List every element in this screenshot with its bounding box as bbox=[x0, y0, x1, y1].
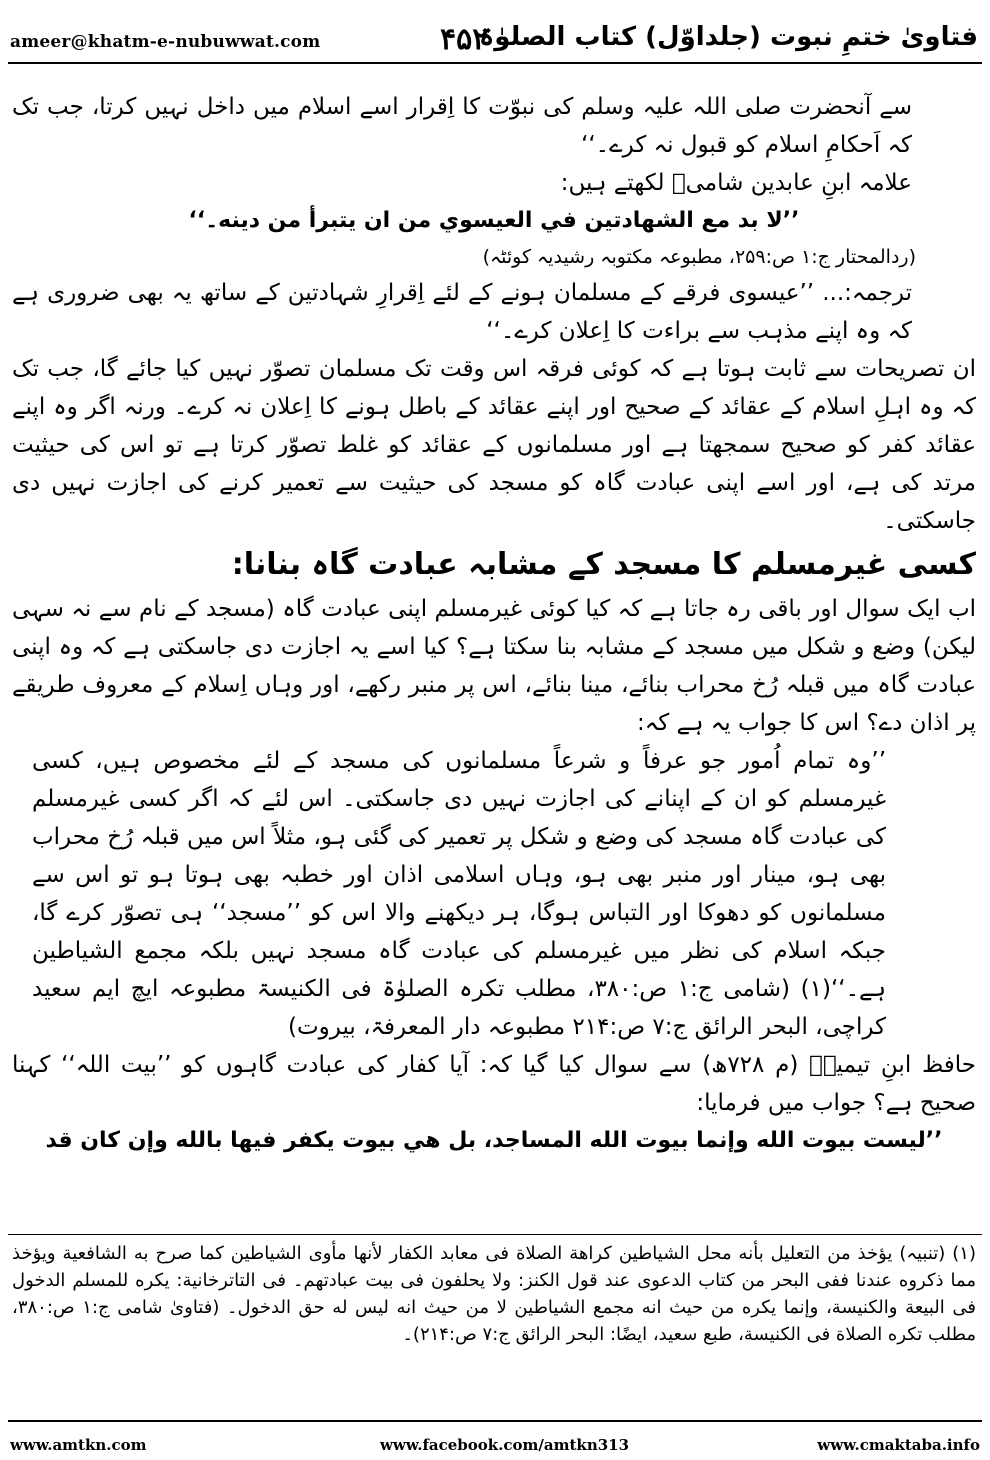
book-title: فتاویٰ ختمِ نبوت (جلداوّل) کتاب الصلوٰۃ bbox=[478, 22, 978, 52]
paragraph-2: علامہ ابنِ عابدین شامیؒ لکھتے ہیں: bbox=[560, 170, 912, 196]
footnote-1: (۱) (تنبیہ) یؤخذ من التعلیل بأنه محل الشیاطین کراهة الصلاة فی معابد الکفار لأنها مأوی الشیاطین کما صرح به الشافعیة ویؤخذ مما ذکروه عندنا ففی البحر من کتاب الدعوی عند قول الکنز: ولا یحلفون فی بیت عبادتهم۔ فی التاترخانیة: یکره للمسلم الدخول فی البیعة والکنیسة، وإنما یکره من حیث انه مجمع الشیاطین لا من حیث انه لیس له حق الدخول۔ (فتاویٰ شامی ج:۱ ص:۳۸۰، مطلب تکره الصلاة فی الکنیسة، طبع سعید، ایضًا: البحر الرائق ج:۷ ص:۲۱۴)۔ bbox=[12, 1243, 976, 1345]
footer-link-cmaktaba[interactable]: www.cmaktaba.info bbox=[817, 1436, 980, 1454]
footer-rule bbox=[8, 1420, 982, 1422]
header-rule bbox=[8, 62, 982, 64]
section-heading: کسی غیرمسلم کا مسجد کے مشابہ عبادت گاہ بنانا: bbox=[231, 547, 976, 582]
footnote-block bbox=[12, 1240, 976, 1348]
paragraph-1: سے آنحضرت صلی اللہ علیہ وسلم کی نبوّت کا اِقرار اسے اسلام میں داخل نہیں کرتا، جب تک کہ اَحکامِ اسلام کو قبول نہ کرے۔‘‘ bbox=[12, 94, 912, 158]
footer-link-facebook[interactable]: www.facebook.com/amtkn313 bbox=[380, 1436, 630, 1454]
reference-1: (ردالمحتار ج:۱ ص:۲۵۹، مطبوعہ مکتوبہ رشیدیہ کوئٹہ) bbox=[482, 246, 916, 268]
footer-link-amtkn[interactable]: www.amtkn.com bbox=[10, 1436, 147, 1454]
page-footer bbox=[0, 1430, 990, 1460]
paragraph-5: حافظ ابنِ تیمیہؒ (م ۷۲۸ھ) سے سوال کیا گیا کہ: آیا کفار کی عبادت گاہوں کو ’’بیت اللہ‘‘ کہنا صحیح ہے؟ جواب میں فرمایا: bbox=[12, 1052, 976, 1116]
page-header bbox=[0, 0, 990, 64]
arabic-quote-2: ’’ليست بيوت الله وإنما بيوت الله المساجد، بل هي بيوت يكفر فيها بالله وإن كان قد bbox=[45, 1128, 943, 1153]
header-email: ameer@khatm-e-nubuwwat.com bbox=[10, 32, 321, 52]
page-number: ۴۵۲ bbox=[440, 22, 489, 57]
main-text bbox=[12, 88, 976, 1388]
arabic-quote-1: ’’لا بد مع الشهادتين في العيسوي من ان يتبرأ من دينه۔‘‘ bbox=[188, 208, 800, 233]
block-quote: ’’وہ تمام اُمور جو عرفاً و شرعاً مسلمانوں کی مسجد کے لئے مخصوص ہیں، کسی غیرمسلم کو ان کے اپنانے کی اجازت نہیں دی جاسکتی۔ اس لئے کہ اگر کسی غیرمسلم کی عبادت گاہ مسجد کی وضع و شکل پر تعمیر کی گئی ہو، مثلاً اس میں قبلہ رُخ محراب بھی ہو، مینار اور منبر بھی ہو، وہاں اسلامی اذان اور خطبہ بھی ہوتا ہو تو اس سے مسلمانوں کو دھوکا اور التباس ہوگا، ہر دیکھنے والا اس کو ’’مسجد‘‘ ہی تصوّر کرے گا، جبکہ اسلام کی نظر میں غیرمسلم کی عبادت گاہ مسجد نہیں بلکہ مجمع الشیاطین ہے۔‘‘(۱) (شامی ج:۱ ص:۳۸۰، مطلب تکرہ الصلوٰۃ فی الکنیسۃ مطبوعہ ایچ ایم سعید کراچی، البحر الرائق ج:۷ ص:۲۱۴ مطبوعہ دار المعرفۃ، بیروت) bbox=[32, 748, 887, 1040]
paragraph-4: اب ایک سوال اور باقی رہ جاتا ہے کہ کیا کوئی غیرمسلم اپنی عبادت گاہ (مسجد کے نام سے نہ سہی لیکن) وضع و شکل میں مسجد کے مشابہ بنا سکتا ہے؟ کیا اسے یہ اجازت دی جاسکتی ہے کہ وہ اپنی عبادت گاہ میں قبلہ رُخ محراب بنائے، مینا بنائے، اس پر منبر رکھے، اور وہاں اِسلام کے معروف طریقے پر اذان دے؟ اس کا جواب یہ ہے کہ: bbox=[12, 596, 976, 736]
footnote-rule bbox=[8, 1234, 982, 1235]
paragraph-3: ان تصریحات سے ثابت ہوتا ہے کہ کوئی فرقہ اس وقت تک مسلمان تصوّر نہیں کیا جائے گا، جب تک کہ وہ اہلِ اسلام کے عقائد کے صحیح اور اپنے عقائد کے باطل ہونے کا اِعلان نہ کرے۔ ورنہ اگر وہ اپنے عقائد کفر کو صحیح سمجھتا ہے اور مسلمانوں کے عقائد کو غلط تصوّر کرتا ہے تو اس کی حیثیت مرتد کی ہے، اور اسے اپنی عبادت گاہ کو مسجد کی حیثیت سے تعمیر کرنے کی اجازت نہیں دی جاسکتی۔ bbox=[12, 356, 976, 534]
translation: ترجمہ:... ’’عیسوی فرقے کے مسلمان ہونے کے لئے اِقرارِ شہادتین کے ساتھ یہ بھی ضروری ہے کہ وہ اپنے مذہب سے براءت کا اِعلان کرے۔‘‘ bbox=[12, 280, 912, 344]
